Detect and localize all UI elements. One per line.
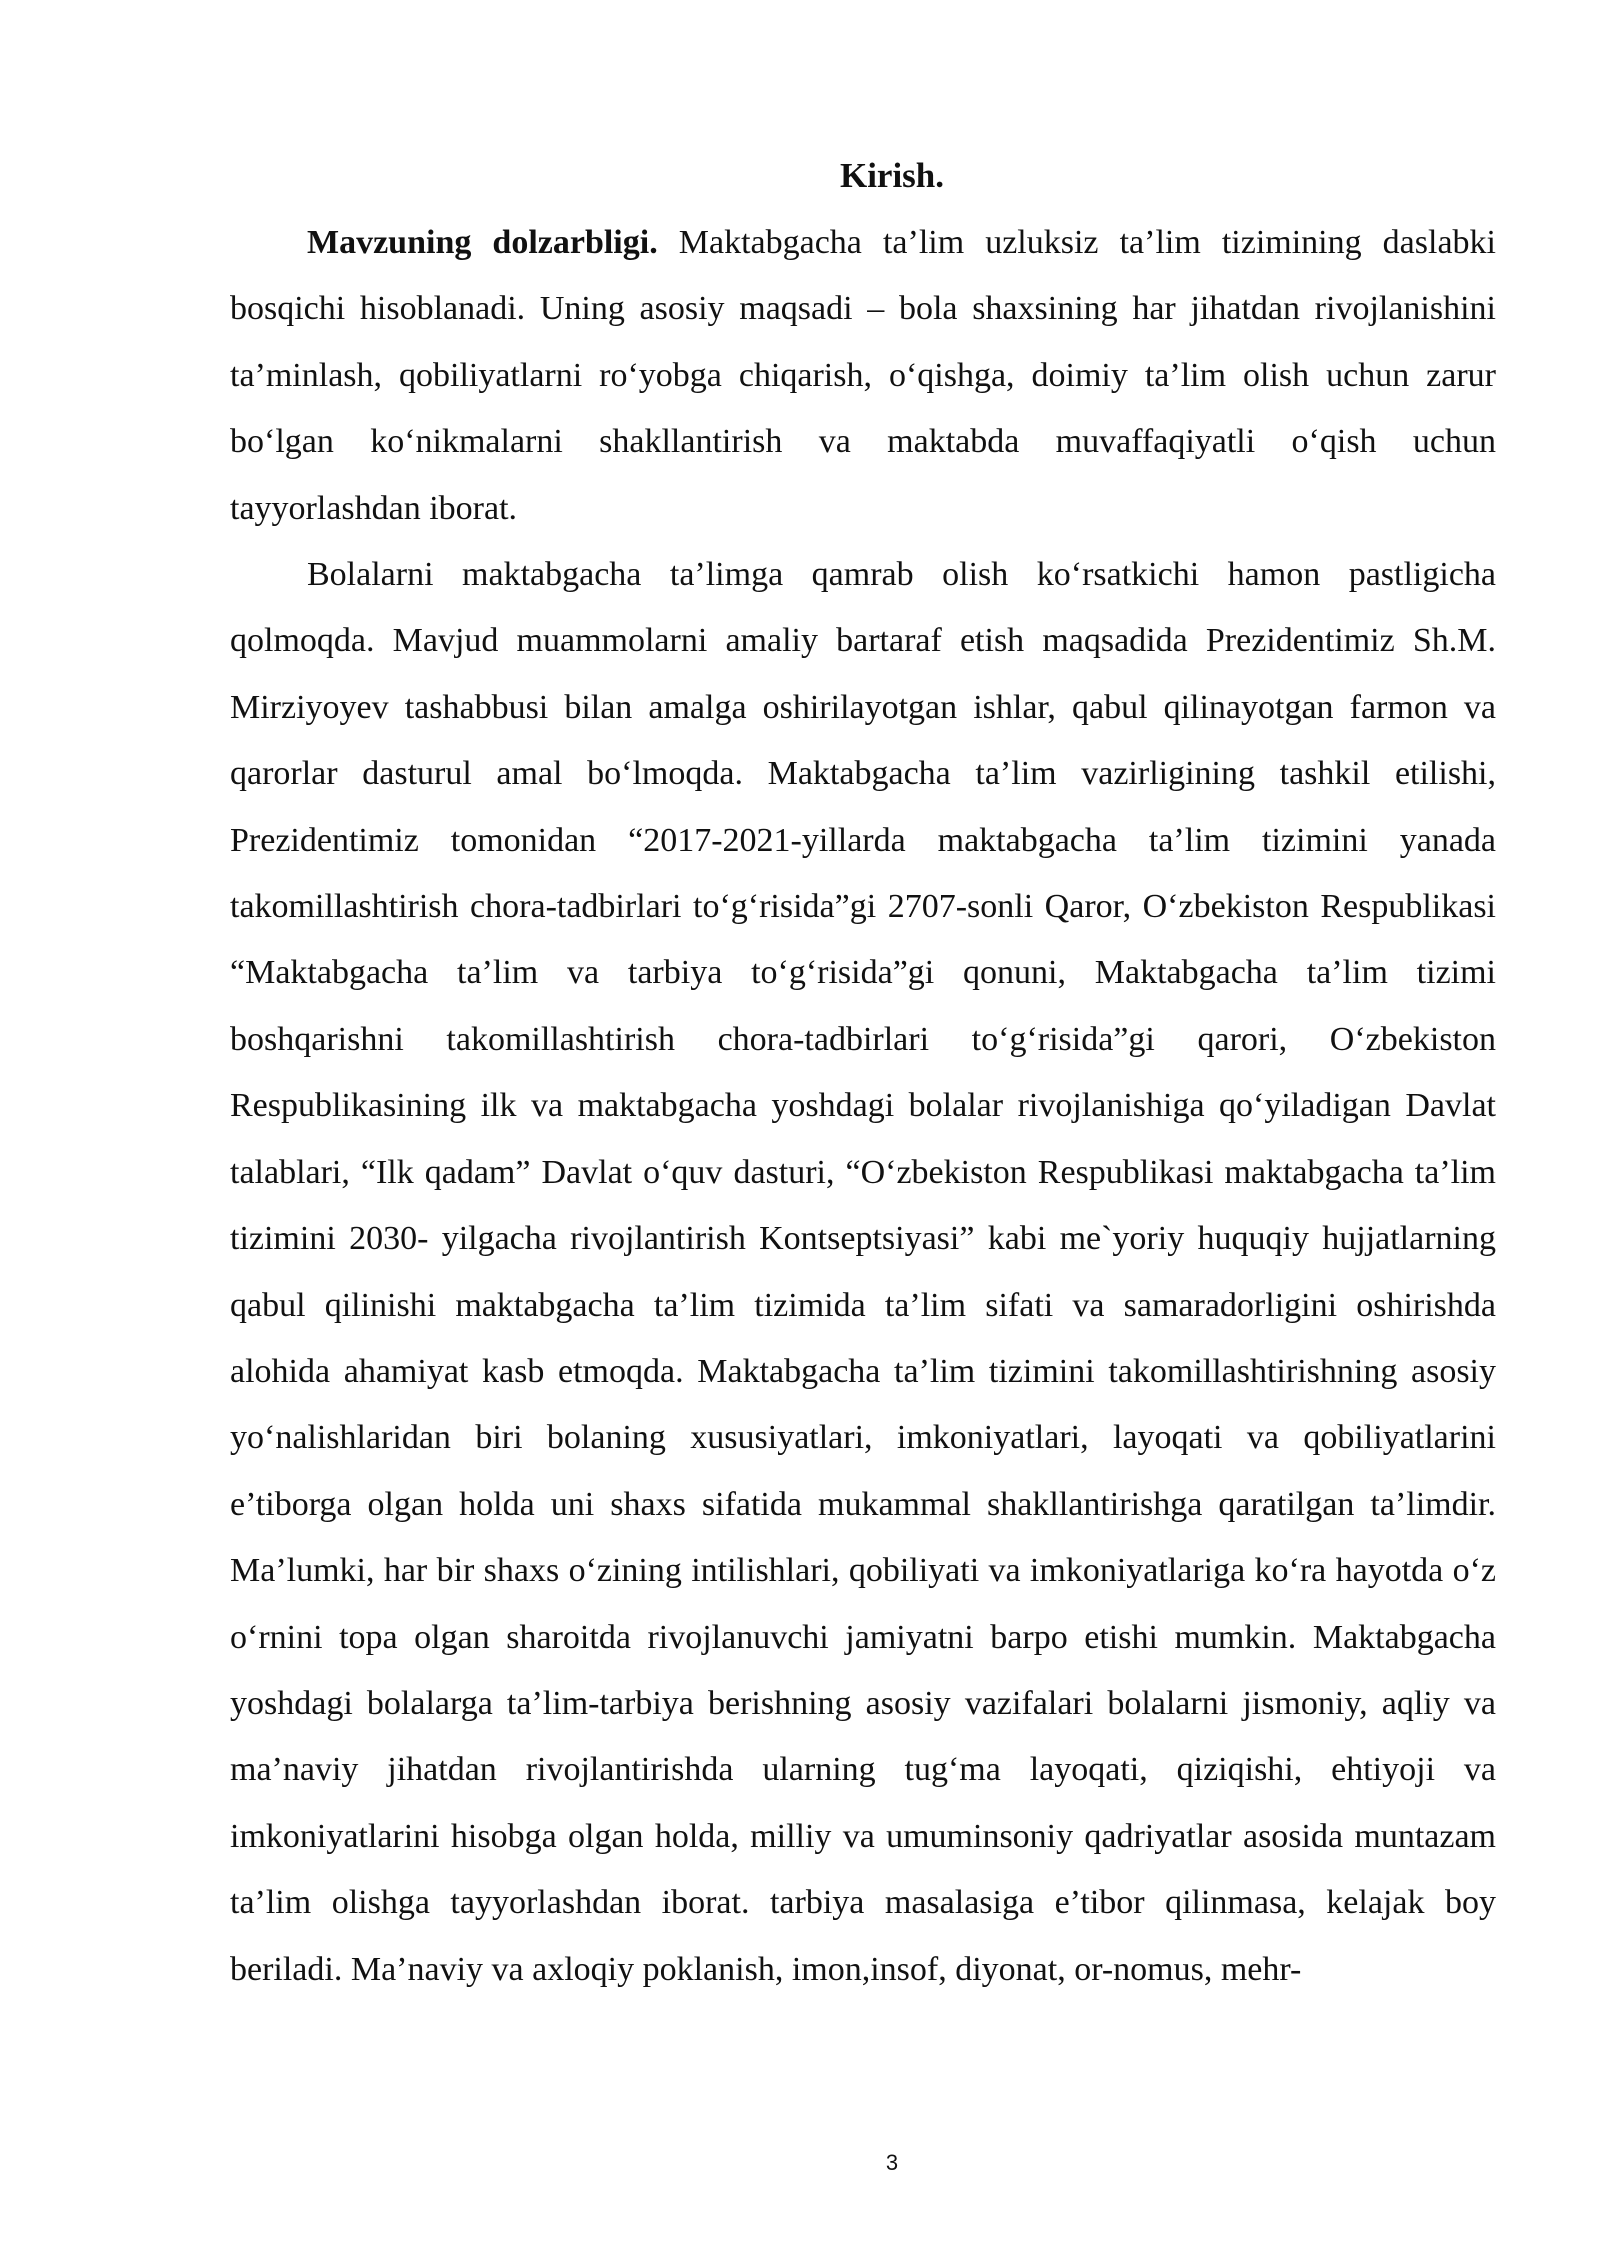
paragraph-relevance	[230, 210, 1496, 542]
page-title: Kirish.	[839, 156, 945, 195]
paragraph-relevance-text: Maktabgacha ta’lim uzluksiz ta’lim tizimining daslabki bosqichi hisoblanadi. Uning asosiy maqsadi – bola shaxsining har jihatdan rivojlanishini ta’minlash, qobiliyatlarni ro‘yobga chiqarish, o‘qishga, doimiy ta’lim olish uchun zarur bo‘lgan ko‘nikmalarni shakllantirish va maktabda muvaffaqiyatli o‘qish uchun tayyorlashdan iborat.	[230, 224, 1496, 527]
document-body	[230, 210, 1496, 2003]
page-number: 3	[885, 2150, 899, 2175]
paragraph-preschool-coverage: Bolalarni maktabgacha ta’limga qamrab olish ko‘rsatkichi hamon pastligicha qolmoqda. Mavjud muammolarni amaliy bartaraf etish maqsadida Prezidentimiz Sh.M. Mirziyoyev tashabbusi bilan amalga oshirilayotgan ishlar, qabul qilinayotgan farmon va qarorlar dasturul amal bo‘lmoqda. Maktabgacha ta’lim vazirligining tashkil etilishi, Prezidentimiz tomonidan “2017-2021-yillarda maktabgacha ta’lim tizimini yanada takomillashtirish chora-tadbirlari to‘g‘risida”gi 2707-sonli Qaror, O‘zbekiston Respublikasi “Maktabgacha ta’lim va tarbiya to‘g‘risida”gi qonuni, Maktabgacha ta’lim tizimi boshqarishni takomillashtirish chora-tadbirlari to‘g‘risida”gi qarori, O‘zbekiston Respublikasining ilk va maktabgacha yoshdagi bolalar rivojlanishiga qo‘yiladigan Davlat talablari, “Ilk qadam” Davlat o‘quv dasturi, “O‘zbekiston Respublikasi maktabgacha ta’lim tizimini 2030- yilgacha rivojlantirish Kontseptsiyasi” kabi me`yoriy huquqiy hujjatlarning qabul qilinishi maktabgacha ta’lim tizimida ta’lim sifati va samaradorligini oshirishda alohida ahamiyat kasb etmoqda. Maktabgacha ta’lim tizimini takomillashtirishning asosiy yo‘nalishlaridan biri bolaning xususiyatlari, imkoniyatlari, layoqati va qobiliyatlarini e’tiborga olgan holda uni shaxs sifatida mukammal shakllantirishga qaratilgan ta’limdir. Ma’lumki, har bir shaxs o‘zining intilishlari, qobiliyati va imkoniyatlariga ko‘ra hayotda o‘z o‘rnini topa olgan sharoitda rivojlanuvchi jamiyatni barpo etishi mumkin. Maktabgacha yoshdagi bolalarga ta’lim-tarbiya berishning asosiy vazifalari bolalarni jismoniy, aqliy va ma’naviy jihatdan rivojlantirishda ularning tug‘ma layoqati, qiziqishi, ehtiyoji va imkoniyatlarini hisobga olgan holda, milliy va umuminsoniy qadriyatlar asosida muntazam ta’lim olishga tayyorlashdan iborat. tarbiya masalasiga e’tibor qilinmasa, kelajak boy beriladi. Ma’naviy va axloqiy poklanish, imon,insof, diyonat, or-nomus, mehr-	[230, 556, 1496, 1988]
section-lead-heading: Mavzuning dolzarbligi.	[307, 224, 658, 261]
